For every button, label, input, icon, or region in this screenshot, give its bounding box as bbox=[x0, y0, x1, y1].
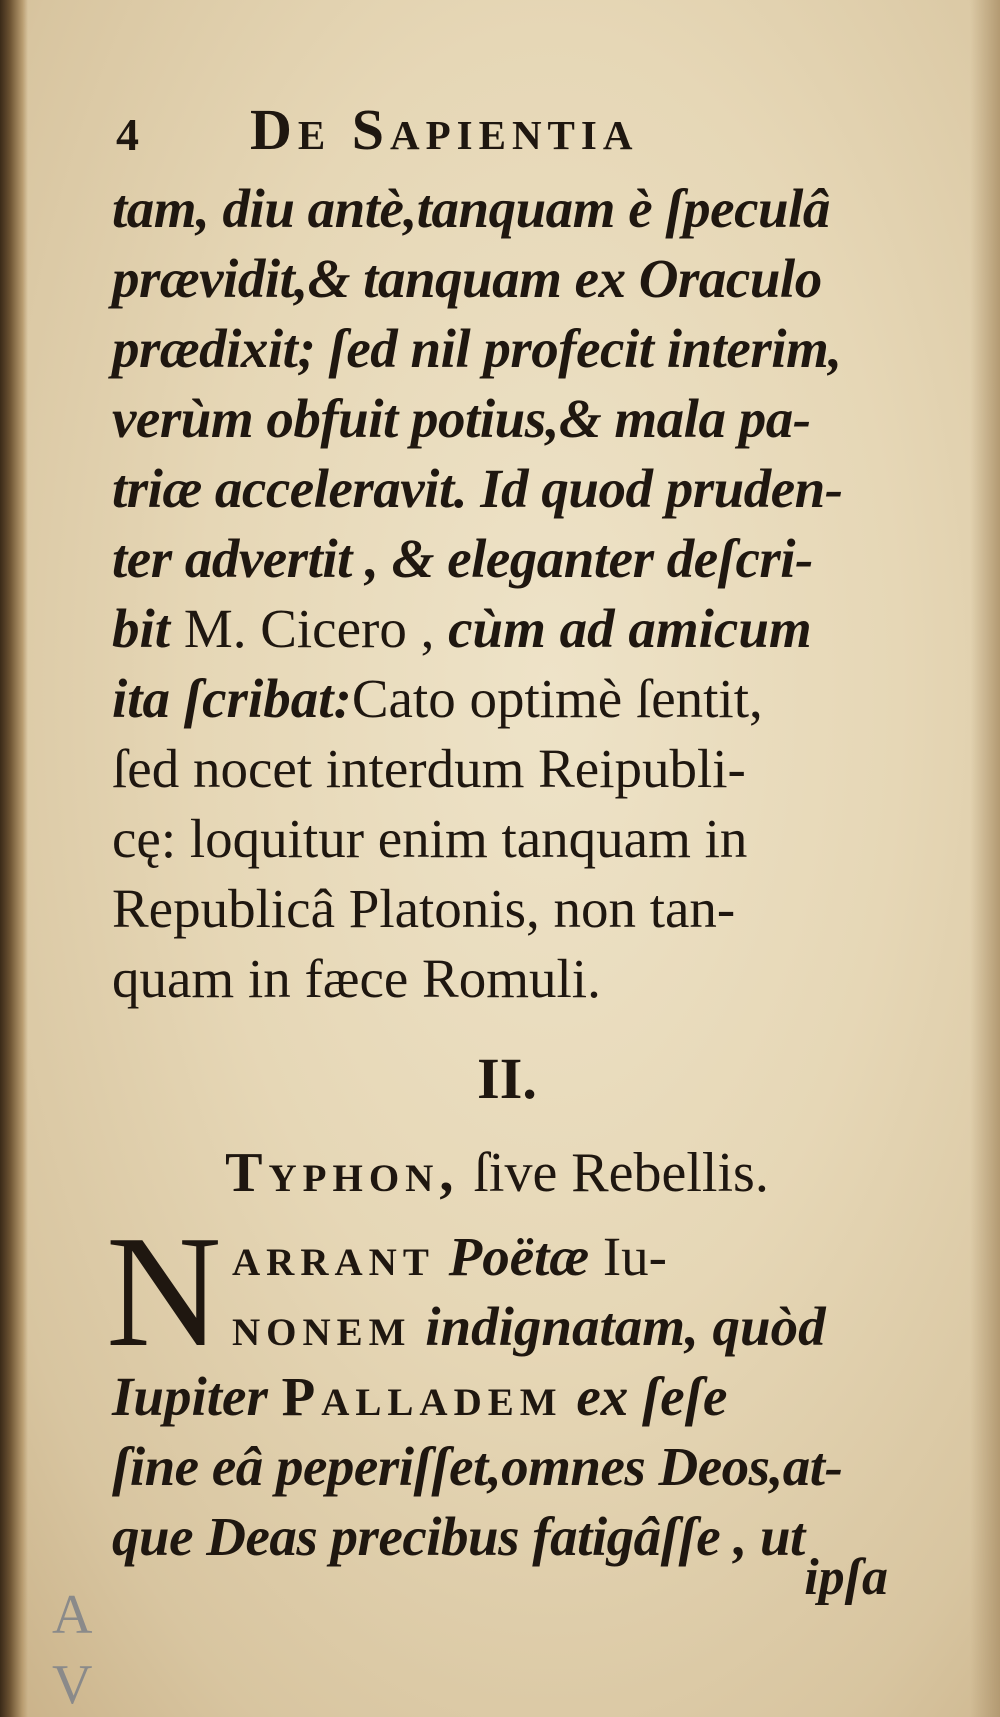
binding-edge bbox=[0, 0, 28, 1717]
text-small-caps: Palladem bbox=[281, 1366, 563, 1427]
paragraph bbox=[106, 1202, 902, 1572]
text-italic: ex ſeſe bbox=[562, 1366, 728, 1427]
page-header bbox=[112, 88, 902, 174]
signature-mark: A V bbox=[52, 1584, 93, 1716]
text-small-caps: nonem bbox=[232, 1296, 412, 1357]
text-italic: Poëtæ bbox=[434, 1226, 590, 1287]
text-italic: indignatam, quòd bbox=[411, 1296, 826, 1357]
text-line: prædixit; ſed nil profecit interim, bbox=[112, 318, 842, 379]
text-line: prævidit,& tanquam ex Oraculo bbox=[112, 248, 822, 309]
text-italic: cùm ad amicum bbox=[448, 598, 812, 659]
text-italic: Iupiter bbox=[112, 1366, 282, 1427]
text-roman: Cato optimè ſentit, bbox=[351, 668, 763, 729]
text-line bbox=[112, 594, 902, 664]
text-line: tam, diu antè,tanquam è ſpeculâ bbox=[112, 178, 830, 239]
section-heading bbox=[112, 1124, 882, 1222]
text-line: ſed nocet interdum Reipubli- bbox=[112, 738, 746, 799]
text-line: ter advertit , & eleganter deſcri- bbox=[112, 528, 813, 589]
text-line bbox=[112, 1222, 902, 1292]
text-line: triæ acceleravit. Id quod pruden- bbox=[112, 458, 843, 519]
section-number: II. bbox=[477, 1046, 537, 1111]
text-italic: bit bbox=[112, 598, 171, 659]
text-line: cę: loquitur enim tanquam in bbox=[112, 808, 748, 869]
text-roman: M. Cicero , bbox=[170, 598, 449, 659]
text-line bbox=[112, 664, 902, 734]
text-line: ſine eâ peperiſſet,omnes Deos,at- bbox=[112, 1436, 843, 1497]
section-heading-subtitle: ſive Rebellis. bbox=[459, 1142, 769, 1204]
page-number: 4 bbox=[116, 109, 139, 160]
text-italic: ita ſcribat: bbox=[112, 668, 352, 729]
text-line: verùm obfuit potius,& mala pa- bbox=[112, 388, 811, 449]
drop-cap: N bbox=[106, 1202, 222, 1380]
text-line: que Deas precibus fatigâſſe , ut bbox=[112, 1506, 805, 1567]
text-line: Republicâ Platonis, non tan- bbox=[112, 878, 736, 939]
text-roman: Iu- bbox=[589, 1226, 667, 1287]
text-small-caps: arrant bbox=[232, 1226, 435, 1287]
text-line bbox=[112, 1292, 902, 1362]
page-edge bbox=[970, 0, 1000, 1717]
running-title: De Sapientia bbox=[250, 97, 639, 162]
catchword: ipſa bbox=[804, 1549, 888, 1606]
text-line: quam in fæce Romuli. bbox=[112, 948, 601, 1009]
text-line bbox=[112, 1362, 902, 1432]
text-block bbox=[106, 88, 902, 1572]
section-heading-name: Typhon, bbox=[225, 1142, 460, 1204]
